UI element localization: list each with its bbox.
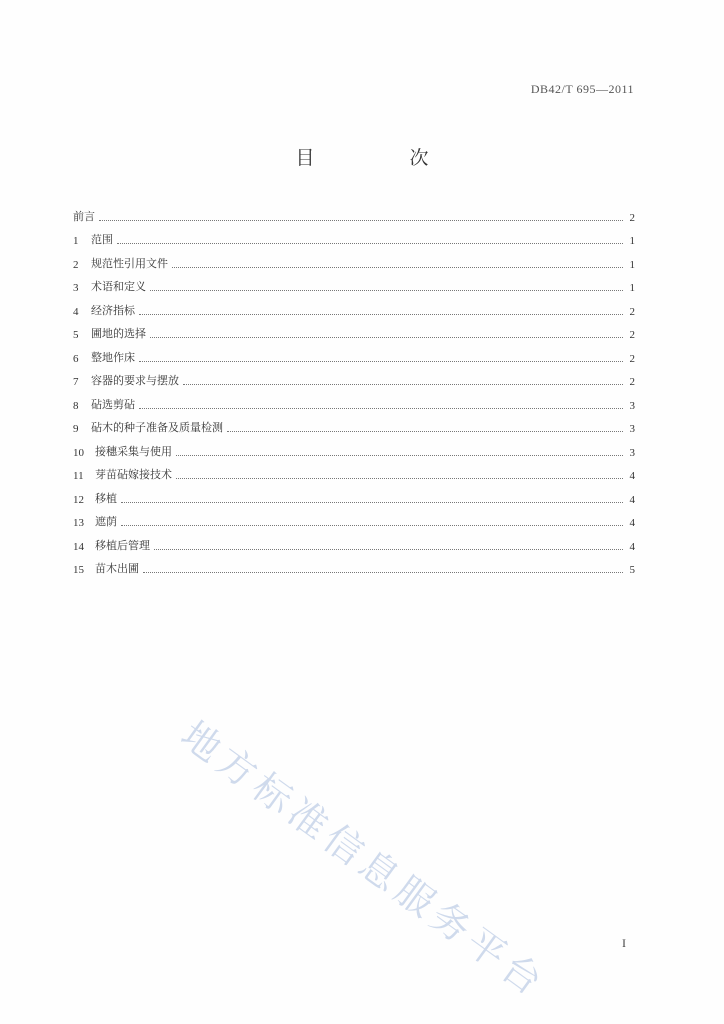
- toc-entry[interactable]: [73, 553, 635, 577]
- toc-entry-number: 3: [73, 282, 79, 294]
- toc-entry-title: 整地作床: [91, 350, 135, 364]
- toc-leader-dots: [139, 360, 623, 362]
- toc-entry-page: 3: [629, 423, 635, 435]
- toc-leader-dots: [227, 430, 623, 432]
- toc-entry-page: 2: [629, 211, 635, 224]
- toc-entry-title: 移植: [95, 491, 117, 505]
- toc-leader-dots: [99, 219, 623, 221]
- toc-entry[interactable]: [73, 318, 635, 342]
- toc-entry[interactable]: [73, 200, 635, 224]
- toc-entry-page: 5: [629, 564, 635, 576]
- toc-entry-number: 13: [73, 517, 84, 529]
- page-title: 目 次: [295, 147, 467, 169]
- page-number: I: [622, 936, 626, 950]
- toc-entry-number: 15: [73, 564, 84, 576]
- toc-entry-page: 3: [629, 399, 635, 412]
- toc-entry[interactable]: [73, 341, 635, 365]
- toc-entry-title: 接穗采集与使用: [95, 444, 172, 458]
- toc-entry-title: 移植后管理: [95, 538, 150, 552]
- toc-entry-page: 4: [629, 493, 635, 506]
- watermark: 地方标准信息服务平台: [173, 712, 555, 1007]
- toc-entry-title: 经济指标: [91, 303, 135, 317]
- toc-entry-title: 范围: [91, 233, 113, 246]
- toc-entry-number: 2: [73, 258, 79, 271]
- toc-entry-number: 10: [73, 446, 84, 459]
- toc-entry-number: 12: [73, 493, 84, 506]
- toc-entry[interactable]: [73, 247, 635, 271]
- toc-entry-number: 1: [73, 235, 79, 247]
- toc-entry-page: 1: [629, 282, 635, 294]
- toc-entry-title: 芽苗砧嫁接技术: [95, 468, 172, 481]
- toc-entry-page: 2: [629, 352, 635, 365]
- toc-leader-dots: [143, 571, 623, 573]
- toc-entry-number: 11: [73, 470, 84, 482]
- toc-entry[interactable]: [73, 506, 635, 530]
- toc-leader-dots: [183, 383, 623, 385]
- toc-entry-title: 术语和定义: [91, 280, 146, 293]
- toc-entry-number: 14: [73, 540, 84, 553]
- toc-entry-title: 前言: [73, 209, 95, 223]
- toc-entry-number: 5: [73, 329, 79, 341]
- toc-leader-dots: [150, 289, 623, 291]
- toc-entry[interactable]: [73, 482, 635, 506]
- toc-entry-title: 砧木的种子准备及质量检测: [91, 421, 223, 434]
- toc-entry[interactable]: [73, 529, 635, 553]
- toc-leader-dots: [154, 548, 623, 550]
- toc-leader-dots: [117, 242, 623, 244]
- toc-entry-title: 规范性引用文件: [91, 256, 168, 270]
- toc-entry[interactable]: [73, 224, 635, 248]
- toc-entry-number: 8: [73, 399, 79, 412]
- toc-leader-dots: [176, 477, 623, 479]
- toc-entry-number: 4: [73, 305, 79, 318]
- toc-entry-page: 2: [629, 376, 635, 388]
- toc-leader-dots: [121, 501, 623, 503]
- toc-entry-page: 1: [629, 258, 635, 271]
- toc-entry[interactable]: [73, 271, 635, 295]
- toc-entry-number: 9: [73, 423, 79, 435]
- toc-leader-dots: [176, 454, 623, 456]
- toc-entry-page: 1: [629, 235, 635, 247]
- toc-leader-dots: [139, 313, 623, 315]
- table-of-contents: [73, 200, 635, 576]
- toc-entry[interactable]: [73, 365, 635, 389]
- toc-entry-title: 苗木出圃: [95, 562, 139, 575]
- toc-entry-number: 6: [73, 352, 79, 365]
- toc-entry-page: 3: [629, 446, 635, 459]
- toc-entry-title: 容器的要求与摆放: [91, 374, 179, 387]
- toc-entry-title: 圃地的选择: [91, 327, 146, 340]
- toc-entry[interactable]: [73, 412, 635, 436]
- toc-leader-dots: [139, 407, 623, 409]
- toc-entry[interactable]: [73, 294, 635, 318]
- toc-entry[interactable]: [73, 459, 635, 483]
- toc-leader-dots: [150, 336, 623, 338]
- toc-entry-title: 砧选剪砧: [91, 397, 135, 411]
- toc-entry-page: 4: [629, 540, 635, 553]
- toc-leader-dots: [121, 524, 623, 526]
- toc-entry-page: 4: [629, 470, 635, 482]
- toc-leader-dots: [172, 266, 623, 268]
- toc-entry-page: 4: [629, 517, 635, 529]
- toc-entry-number: 7: [73, 376, 79, 388]
- standard-code: DB42/T 695—2011: [530, 82, 634, 96]
- toc-entry-title: 遮荫: [95, 515, 117, 528]
- toc-entry[interactable]: [73, 388, 635, 412]
- toc-entry-page: 2: [629, 329, 635, 341]
- toc-entry-page: 2: [629, 305, 635, 318]
- toc-entry[interactable]: [73, 435, 635, 459]
